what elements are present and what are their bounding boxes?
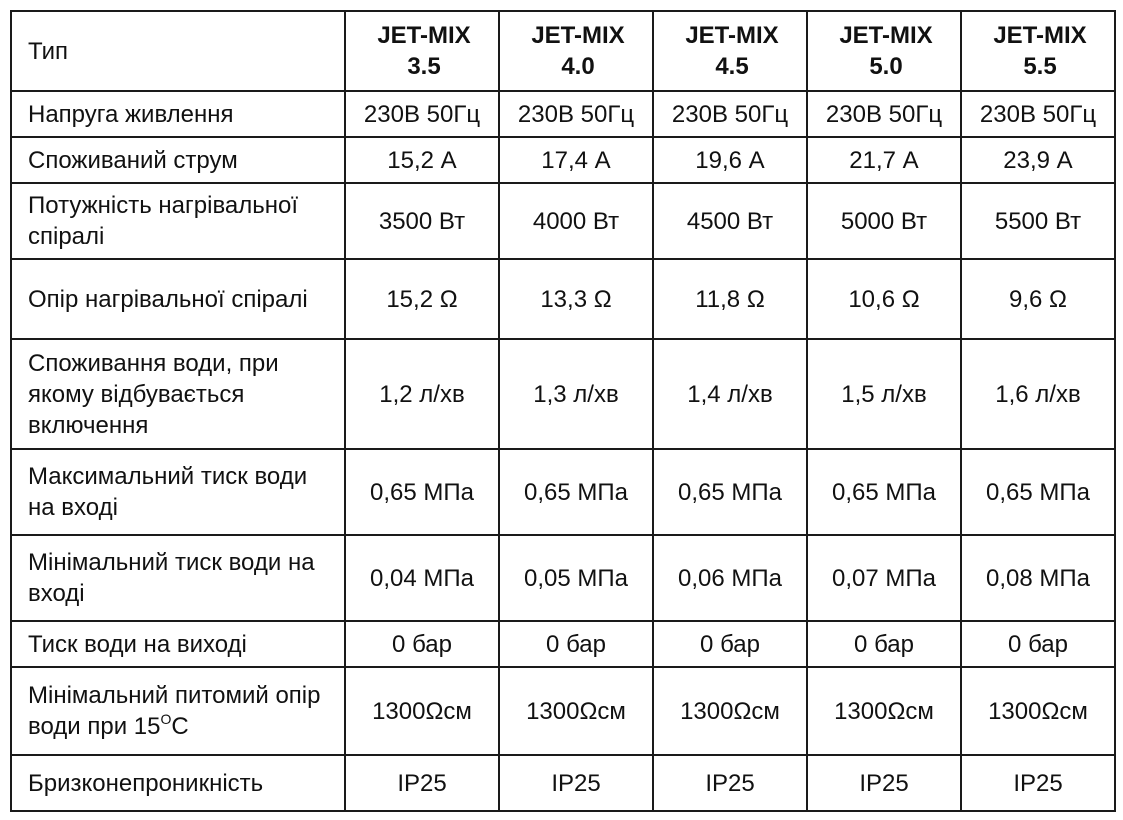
cell-value: 230В 50Гц xyxy=(499,91,653,137)
model-header xyxy=(961,11,1115,91)
cell-value: 0,04 МПа xyxy=(345,535,499,621)
row-label xyxy=(11,667,345,755)
cell-value: 0 бар xyxy=(961,621,1115,667)
row-label: Бризконепроникність xyxy=(11,755,345,811)
table-row xyxy=(11,183,1115,259)
cell-value: 0,65 МПа xyxy=(961,449,1115,535)
cell-value: 19,6 А xyxy=(653,137,807,183)
row-label: Споживання води, при якому відбувається включення xyxy=(11,339,345,449)
cell-value: 0 бар xyxy=(807,621,961,667)
cell-value: 0,05 МПа xyxy=(499,535,653,621)
header-row xyxy=(11,11,1115,91)
table-row xyxy=(11,137,1115,183)
cell-value: 23,9 А xyxy=(961,137,1115,183)
cell-value: 5000 Вт xyxy=(807,183,961,259)
model-number: 4.0 xyxy=(561,53,595,80)
cell-value: IP25 xyxy=(807,755,961,811)
cell-value: 11,8 Ω xyxy=(653,259,807,339)
table-row xyxy=(11,621,1115,667)
cell-value: 15,2 А xyxy=(345,137,499,183)
model-number: 3.5 xyxy=(407,53,441,80)
model-name: JET-MIX xyxy=(531,22,625,49)
cell-value: 0,65 МПа xyxy=(499,449,653,535)
specs-table xyxy=(10,10,1116,812)
row-label: Тиск води на виході xyxy=(11,621,345,667)
cell-value: 0 бар xyxy=(499,621,653,667)
cell-value: 4500 Вт xyxy=(653,183,807,259)
model-header xyxy=(807,11,961,91)
row-label-text: Мінімальний питомий опір води при 15 xyxy=(28,682,321,740)
model-name: JET-MIX xyxy=(993,22,1087,49)
cell-value: 230В 50Гц xyxy=(807,91,961,137)
cell-value: 9,6 Ω xyxy=(961,259,1115,339)
row-label: Мінімальний тиск води на вході xyxy=(11,535,345,621)
table-row xyxy=(11,449,1115,535)
model-name: JET-MIX xyxy=(377,22,471,49)
cell-value: 230В 50Гц xyxy=(653,91,807,137)
cell-value: 21,7 А xyxy=(807,137,961,183)
cell-value: 0,65 МПа xyxy=(807,449,961,535)
model-number: 4.5 xyxy=(715,53,749,80)
cell-value: 3500 Вт xyxy=(345,183,499,259)
table-row xyxy=(11,667,1115,755)
cell-value: 1300Ωсм xyxy=(345,667,499,755)
cell-value: 230В 50Гц xyxy=(961,91,1115,137)
model-number: 5.5 xyxy=(1023,53,1057,80)
cell-value: 4000 Вт xyxy=(499,183,653,259)
cell-value: 0,65 МПа xyxy=(345,449,499,535)
cell-value: 13,3 Ω xyxy=(499,259,653,339)
cell-value: IP25 xyxy=(961,755,1115,811)
cell-value: 0,65 МПа xyxy=(653,449,807,535)
cell-value: 0,08 МПа xyxy=(961,535,1115,621)
row-label: Опір нагрівальної спіралі xyxy=(11,259,345,339)
cell-value: 0,07 МПа xyxy=(807,535,961,621)
cell-value: 1,3 л/хв xyxy=(499,339,653,449)
cell-value: 1,6 л/хв xyxy=(961,339,1115,449)
cell-value: 1300Ωсм xyxy=(499,667,653,755)
cell-value: 10,6 Ω xyxy=(807,259,961,339)
row-label: Максимальний тиск води на вході xyxy=(11,449,345,535)
cell-value: 1,5 л/хв xyxy=(807,339,961,449)
celsius-unit: C xyxy=(171,713,189,740)
cell-value: 0,06 МПа xyxy=(653,535,807,621)
table-row xyxy=(11,755,1115,811)
model-header xyxy=(345,11,499,91)
table-row xyxy=(11,339,1115,449)
type-label: Тип xyxy=(11,11,345,91)
model-header xyxy=(499,11,653,91)
cell-value: 1,4 л/хв xyxy=(653,339,807,449)
table-row xyxy=(11,259,1115,339)
cell-value: 0 бар xyxy=(653,621,807,667)
model-header xyxy=(653,11,807,91)
cell-value: IP25 xyxy=(653,755,807,811)
table-row xyxy=(11,91,1115,137)
model-number: 5.0 xyxy=(869,53,903,80)
row-label: Потужність нагрівальної спіралі xyxy=(11,183,345,259)
model-name: JET-MIX xyxy=(839,22,933,49)
cell-value: 5500 Вт xyxy=(961,183,1115,259)
cell-value: 17,4 А xyxy=(499,137,653,183)
cell-value: 0 бар xyxy=(345,621,499,667)
cell-value: IP25 xyxy=(499,755,653,811)
table-row xyxy=(11,535,1115,621)
cell-value: 1,2 л/хв xyxy=(345,339,499,449)
row-label: Споживаний струм xyxy=(11,137,345,183)
row-label: Напруга живлення xyxy=(11,91,345,137)
cell-value: 15,2 Ω xyxy=(345,259,499,339)
cell-value: IP25 xyxy=(345,755,499,811)
cell-value: 1300Ωсм xyxy=(653,667,807,755)
cell-value: 230В 50Гц xyxy=(345,91,499,137)
cell-value: 1300Ωсм xyxy=(961,667,1115,755)
cell-value: 1300Ωсм xyxy=(807,667,961,755)
model-name: JET-MIX xyxy=(685,22,779,49)
degree-superscript: O xyxy=(160,711,172,727)
